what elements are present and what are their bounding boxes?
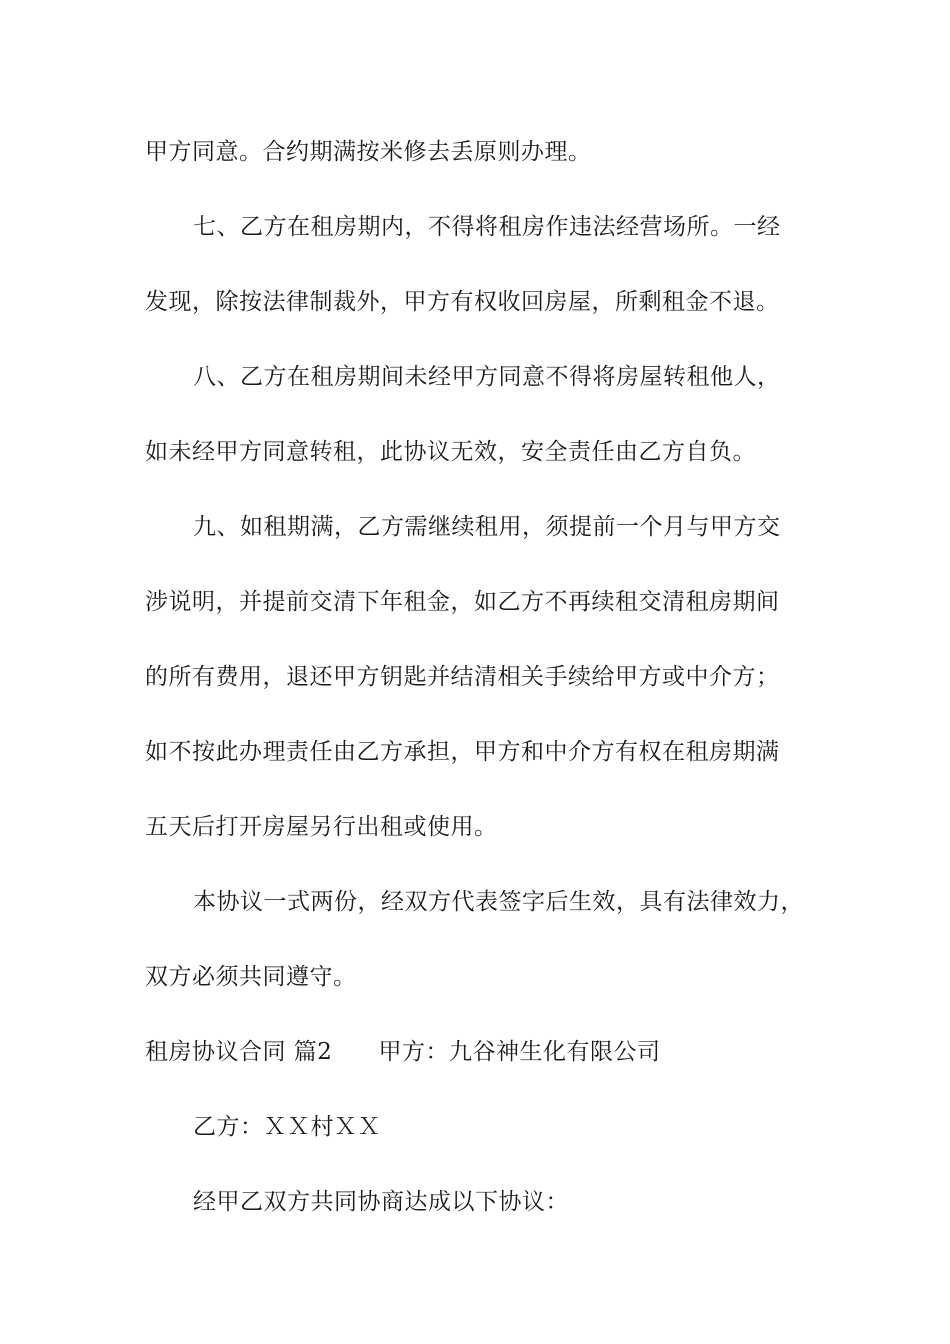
clause-8-line: 八、乙方在租房期间未经甲方同意不得将房屋转租他人，: [193, 364, 781, 390]
section-title: 租房协议合同 篇2: [145, 1039, 333, 1065]
paragraph-line: 如未经甲方同意转租，此协议无效，安全责任由乙方自负。: [145, 439, 756, 465]
agreement-intro: 经甲乙双方共同协商达成以下协议：: [193, 1189, 569, 1215]
paragraph-line: 如不按此办理责任由乙方承担，甲方和中介方有权在租房期满: [145, 739, 780, 765]
paragraph-line: 甲方同意。合约期满按米修去丢原则办理。: [145, 139, 592, 165]
party-b-line: 乙方：ＸＸ村ＸＸ: [193, 1114, 381, 1140]
paragraph-line: 的所有费用，退还甲方钥匙并结清相关手续给甲方或中介方；: [145, 664, 780, 690]
paragraph-line: 双方必须共同遵守。: [145, 964, 357, 990]
paragraph-line: 发现，除按法律制裁外，甲方有权收回房屋，所剩租金不退。: [145, 289, 780, 315]
clause-7-line: 七、乙方在租房期内，不得将租房作违法经营场所。一经: [193, 214, 781, 240]
paragraph-line: 五天后打开房屋另行出租或使用。: [145, 814, 498, 840]
closing-clause-line: 本协议一式两份，经双方代表签字后生效，具有法律效力，: [193, 889, 804, 915]
paragraph-line: 涉说明，并提前交清下年租金，如乙方不再续租交清租房期间: [145, 589, 780, 615]
clause-9-line: 九、如租期满，乙方需继续租用，须提前一个月与甲方交: [193, 514, 781, 540]
party-a-line: 甲方：九谷神生化有限公司: [378, 1039, 661, 1065]
section-heading-row: [145, 1037, 660, 1067]
